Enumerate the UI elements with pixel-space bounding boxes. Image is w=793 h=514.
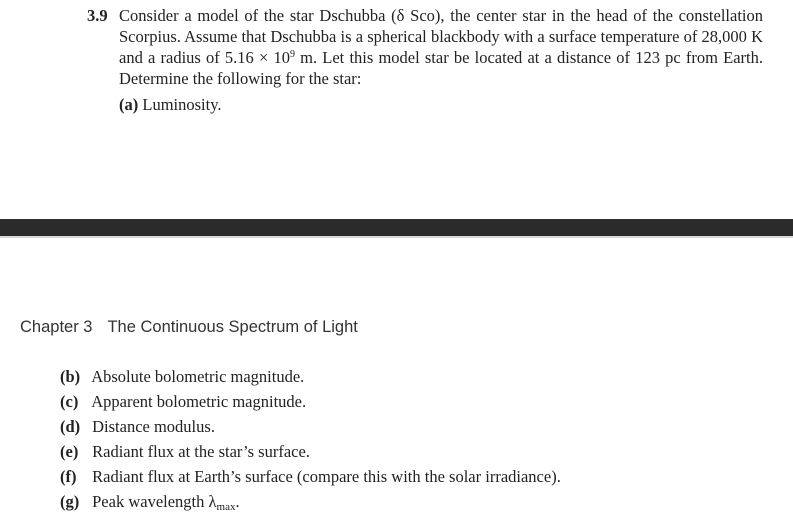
problem-text-line-3 [119, 47, 763, 68]
chapter-header [20, 318, 358, 337]
part-a-text: Luminosity. [142, 95, 222, 114]
part-d-label: (d) [60, 417, 81, 436]
problem-number: 3.9 [87, 6, 108, 25]
distance-text: m. Let this model star be located at a distance of 123 pc from Earth. [294, 48, 763, 67]
problem-line-3 [87, 47, 777, 68]
part-d [60, 414, 561, 439]
part-b [60, 364, 561, 389]
part-g-label: (g) [60, 492, 80, 511]
problem-text-line-2: Scorpius. Assume that Dschubba is a spherical blackbody with a surface temperature of 28,000 K [119, 27, 763, 46]
problem-statement [87, 5, 777, 115]
part-a-label: (a) [119, 95, 139, 114]
part-c [60, 389, 561, 414]
problem-line-4 [87, 68, 777, 89]
chapter-number: Chapter 3 [20, 318, 93, 336]
part-a [87, 94, 777, 115]
chapter-title: The Continuous Spectrum of Light [107, 318, 358, 336]
part-f-text: Radiant flux at Earth’s surface (compare this with the solar irradiance). [92, 467, 561, 486]
page-divider [0, 219, 793, 236]
part-e-text: Radiant flux at the star’s surface. [92, 442, 310, 461]
part-g [60, 489, 561, 514]
problem-text-line-1: Consider a model of the star Dschubba (δ Sco), the center star in the head of the constellation [119, 6, 763, 25]
part-e-label: (e) [60, 442, 79, 461]
parts-list [60, 364, 561, 514]
part-c-label: (c) [60, 392, 79, 411]
part-g-subscript: max [216, 501, 236, 513]
problem-line-2 [87, 26, 777, 47]
part-e [60, 439, 561, 464]
part-g-suffix: . [235, 492, 240, 511]
problem-line-1 [87, 5, 777, 26]
problem-text-line-4: Determine the following for the star: [119, 69, 362, 88]
radius-text: and a radius of 5.16 × 10 [119, 48, 290, 67]
part-d-text: Distance modulus. [92, 417, 215, 436]
part-b-label: (b) [60, 367, 81, 386]
page-divider-shadow [0, 236, 793, 238]
radius-exponent: 9 [289, 49, 295, 60]
part-f [60, 464, 561, 489]
part-g-text: Peak wavelength λ [92, 492, 217, 511]
part-b-text: Absolute bolometric magnitude. [91, 367, 305, 386]
part-c-text: Apparent bolometric magnitude. [91, 392, 307, 411]
part-f-label: (f) [60, 467, 77, 486]
